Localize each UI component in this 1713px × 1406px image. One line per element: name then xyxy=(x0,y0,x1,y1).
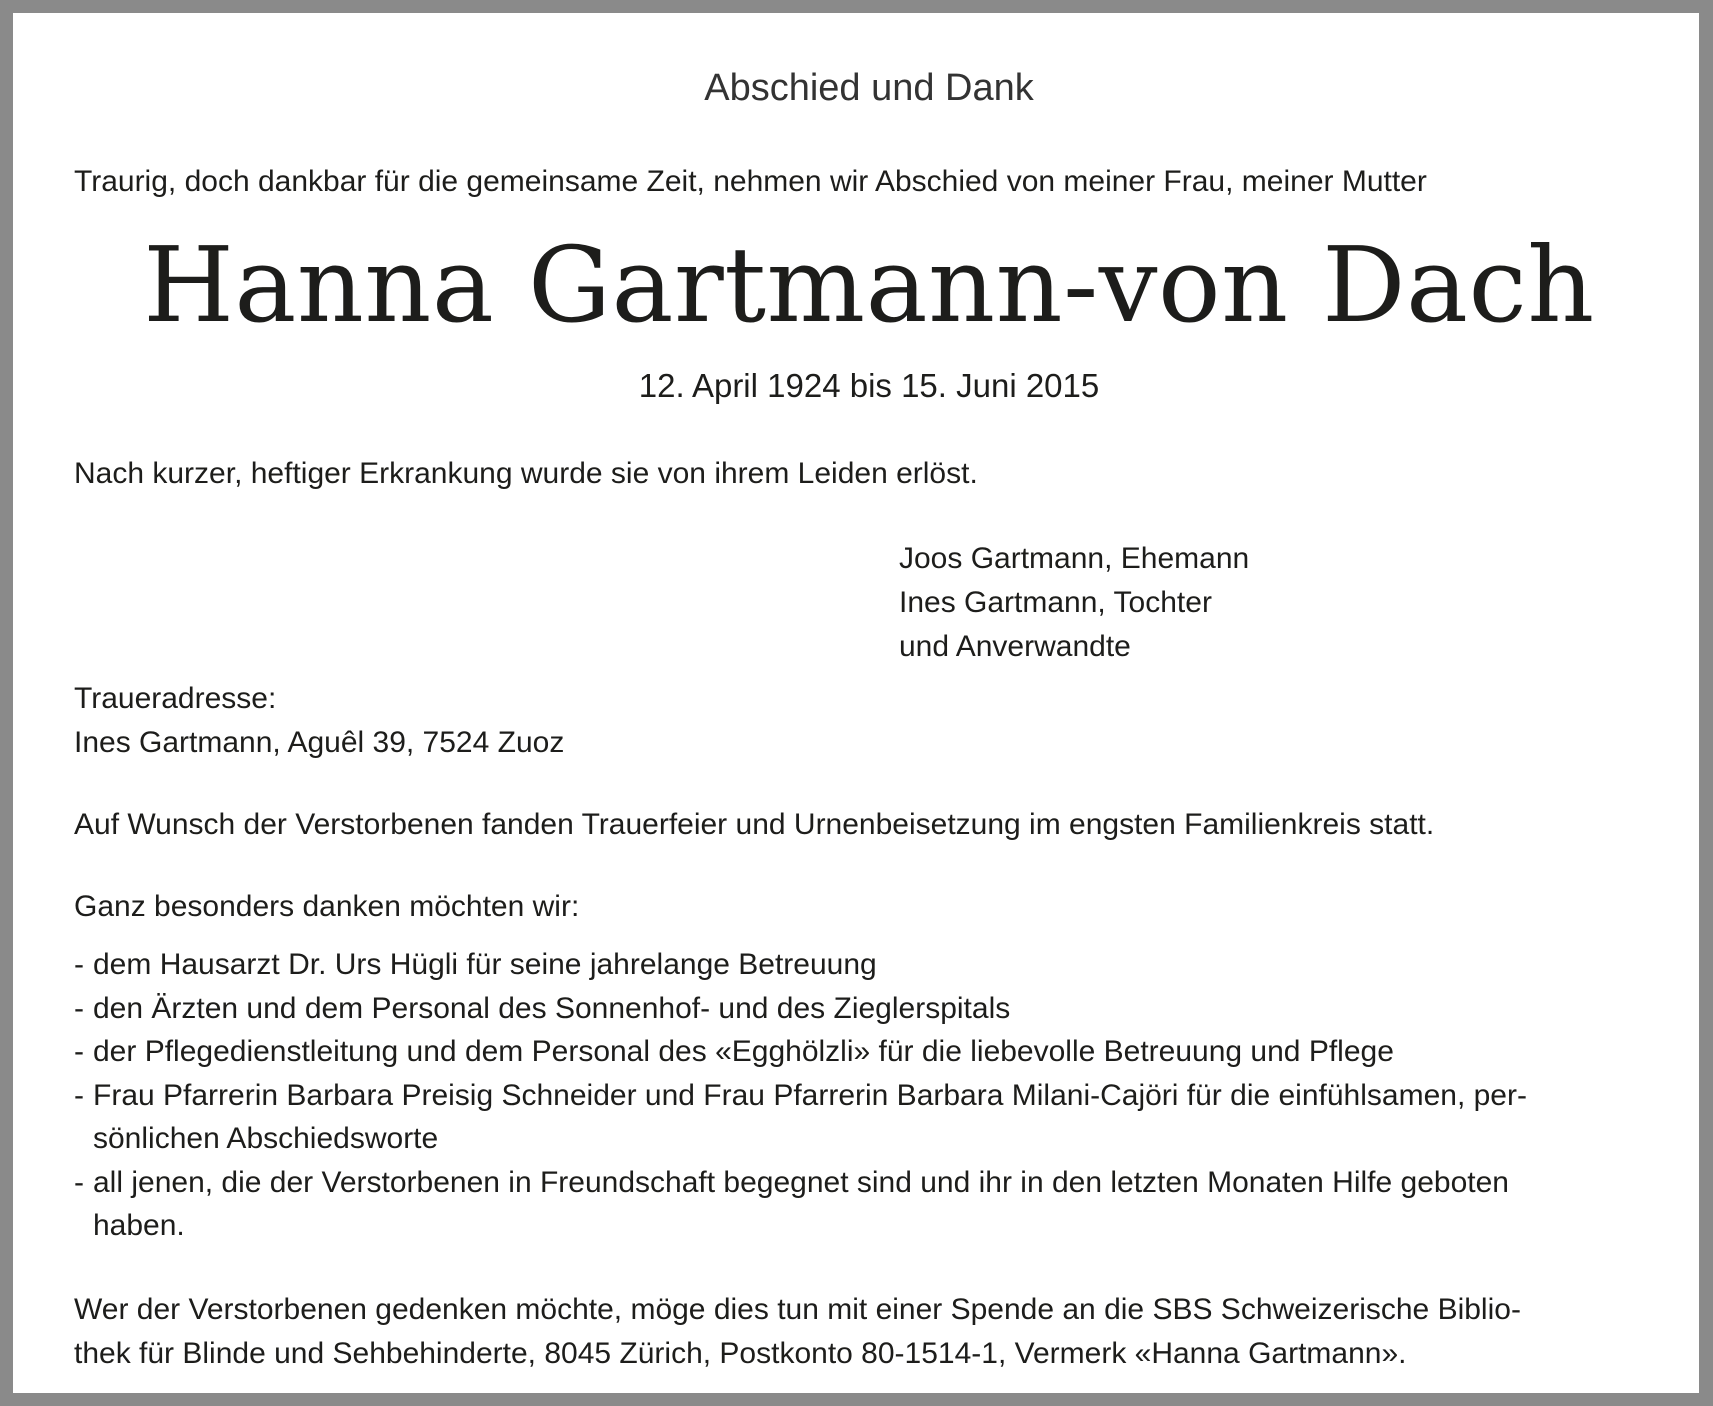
list-item xyxy=(74,943,1674,987)
illness-text: Nach kurzer, heftiger Erkrankung wurde sie von ihrem Leiden erlöst. xyxy=(74,457,978,490)
list-item-text: all jenen, die der Verstorbenen in Freundschaft begegnet sind und ihr in den letzten Monaten Hilfe geboten xyxy=(93,1165,1509,1199)
address-value: Ines Gartmann, Aguêl 39, 7524 Zuoz xyxy=(74,726,565,759)
thanks-list xyxy=(74,943,1674,1248)
bullet-dash: - xyxy=(74,1078,84,1112)
list-item-text: haben. xyxy=(93,1209,185,1242)
bullet-dash: - xyxy=(74,991,84,1025)
thanks-intro: Ganz besonders danken möchten wir: xyxy=(74,890,580,923)
ceremony-text: Auf Wunsch der Verstorbenen fanden Trauerfeier und Urnenbeisetzung im engsten Familienkreis statt. xyxy=(74,808,1435,841)
list-item xyxy=(74,1074,1674,1161)
donation-text: thek für Blinde und Sehbehinderte, 8045 Zürich, Postkonto 80-1514-1, Vermerk «Hanna Gartmann». xyxy=(74,1337,1407,1370)
donation-text: Wer der Verstorbenen gedenken möchte, möge dies tun mit einer Spende an die SBS Schweizerische Biblio- xyxy=(74,1293,1521,1326)
signatory-line: Joos Gartmann, Ehemann xyxy=(899,542,1250,575)
list-item-text: sönlichen Abschiedsworte xyxy=(93,1122,439,1155)
list-item-text: dem Hausarzt Dr. Urs Hügli für seine jahrelange Betreuung xyxy=(93,948,877,981)
list-item xyxy=(74,1161,1674,1248)
list-item-text: der Pflegedienstleitung und dem Personal des «Egghölzli» für die liebevolle Betreuung und Pflege xyxy=(93,1035,1394,1068)
signatory-line: Ines Gartmann, Tochter xyxy=(899,586,1212,619)
bullet-dash: - xyxy=(74,1165,84,1199)
list-item xyxy=(74,987,1674,1031)
signatory-line: und Anverwandte xyxy=(899,630,1131,663)
notice-heading: Abschied und Dank xyxy=(704,67,1034,109)
bullet-dash: - xyxy=(74,1035,84,1068)
intro-text: Traurig, doch dankbar für die gemeinsame Zeit, nehmen wir Abschied von meiner Frau, meiner Mutter xyxy=(74,165,1427,198)
bullet-dash: - xyxy=(74,948,84,981)
list-item xyxy=(74,1030,1674,1074)
life-dates: 12. April 1924 bis 15. Juni 2015 xyxy=(638,367,1100,404)
list-item-text: den Ärzten und dem Personal des Sonnenhof- und des Zieglerspitals xyxy=(93,991,1011,1025)
address-label: Traueradresse: xyxy=(74,682,277,715)
deceased-name: Hanna Gartmann-von Dach xyxy=(143,224,1595,346)
list-item-text: Frau Pfarrerin Barbara Preisig Schneider und Frau Pfarrerin Barbara Milani-Cajöri für die einfühlsamen, per- xyxy=(93,1078,1527,1112)
